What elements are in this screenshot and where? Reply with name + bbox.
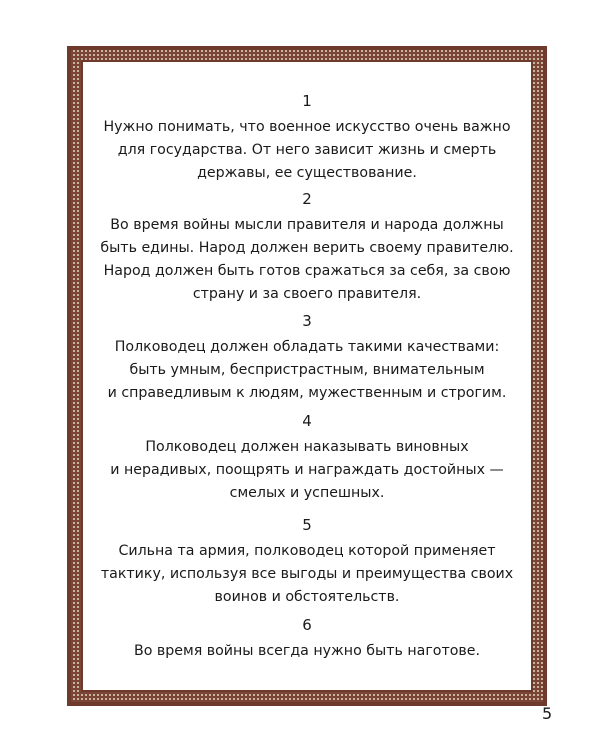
- rule-text: [83, 540, 531, 609]
- border-pattern: [71, 50, 543, 702]
- rule-section-1: [83, 92, 531, 185]
- rule-line: быть едины. Народ должен верить своему правителю.: [100, 240, 514, 256]
- rule-number: 4: [302, 412, 312, 430]
- rule-section-6: [83, 616, 531, 663]
- rule-text: [83, 116, 531, 185]
- rule-line: смелых и успешных.: [229, 485, 385, 501]
- rule-line: страну и за своего правителя.: [192, 286, 422, 302]
- rule-number: 5: [302, 516, 312, 534]
- rule-number: 1: [302, 92, 312, 110]
- rule-text: [83, 214, 531, 306]
- rule-text: [83, 640, 531, 663]
- rule-number: 3: [302, 312, 312, 330]
- rule-section-3: [83, 312, 531, 405]
- rule-line: державы, ее существование.: [197, 165, 417, 181]
- rule-line: Во время войны всегда нужно быть наготове.: [133, 643, 481, 659]
- rule-line: Нужно понимать, что военное искусство очень важно: [103, 119, 511, 135]
- rule-text: [83, 336, 531, 405]
- rule-line: и справедливым к людям, мужественным и строгим.: [107, 385, 507, 401]
- rule-line: Полководец должен обладать такими качествами:: [114, 339, 500, 355]
- rule-number: 6: [302, 616, 312, 634]
- rule-section-4: [83, 412, 531, 505]
- rule-number: 2: [302, 190, 312, 208]
- rule-line: и нерадивых, поощрять и награждать достойных —: [110, 462, 504, 478]
- rule-line: быть умным, беспристрастным, внимательным: [129, 362, 485, 378]
- rule-section-2: [83, 190, 531, 306]
- rule-line: для государства. От него зависит жизнь и смерть: [117, 142, 497, 158]
- rule-text: [83, 436, 531, 505]
- rule-section-5: [83, 516, 531, 609]
- decorative-border: [67, 46, 547, 706]
- rule-line: Народ должен быть готов сражаться за себя, за свою: [103, 263, 511, 279]
- rule-line: воинов и обстоятельств.: [214, 589, 400, 605]
- rule-line: тактику, используя все выгоды и преимущества своих: [100, 566, 514, 582]
- content-panel: [81, 60, 533, 692]
- rule-line: Полководец должен наказывать виновных: [145, 439, 469, 455]
- page-number: 5: [542, 704, 553, 723]
- rule-line: Во время войны мысли правителя и народа должны: [110, 217, 504, 233]
- rule-line: Сильна та армия, полководец которой применяет: [118, 543, 496, 559]
